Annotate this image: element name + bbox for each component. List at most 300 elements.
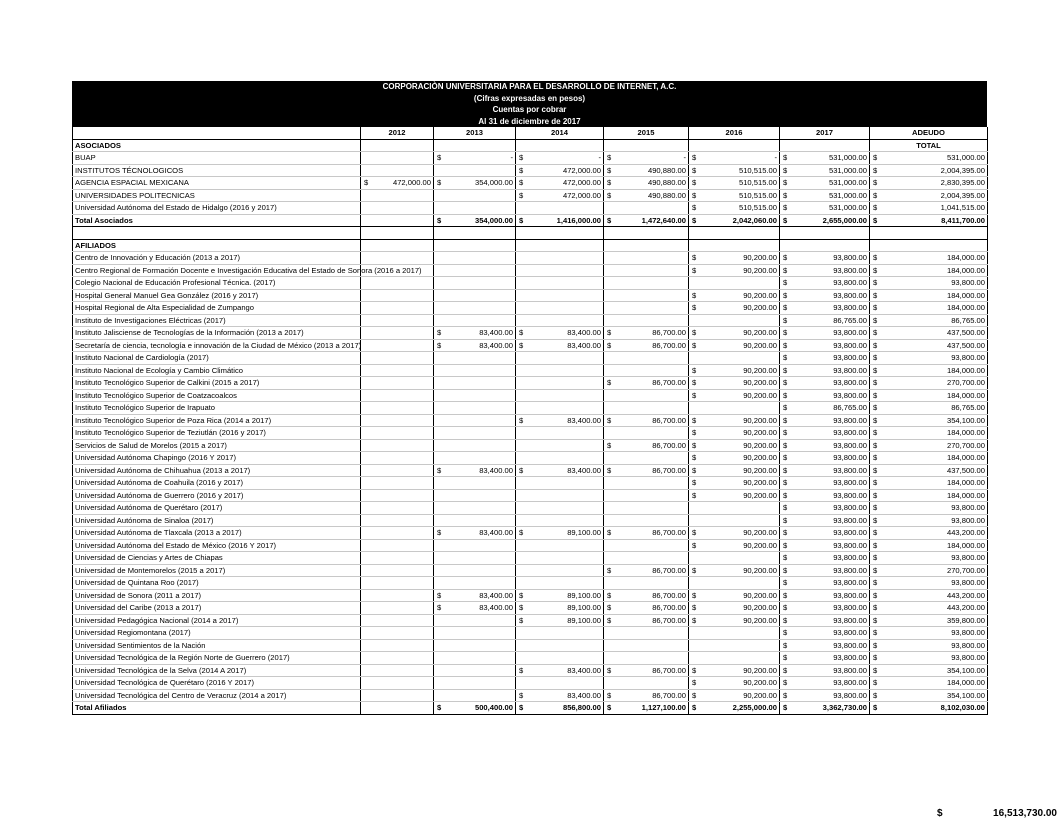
amount-cell bbox=[604, 652, 689, 665]
amount bbox=[606, 665, 686, 676]
amount-value: 354,100.00 bbox=[946, 415, 985, 425]
amount bbox=[691, 177, 777, 188]
amount-cell bbox=[689, 589, 780, 602]
empty-cell bbox=[689, 139, 780, 152]
row-label bbox=[73, 539, 361, 552]
amount-cell bbox=[689, 277, 780, 290]
amount-cell bbox=[516, 327, 604, 340]
amount-value: 93,800.00 bbox=[951, 553, 985, 563]
amount-cell bbox=[361, 702, 434, 715]
amount bbox=[872, 202, 985, 213]
amount-cell bbox=[434, 389, 516, 402]
amount-cell bbox=[516, 352, 604, 365]
empty-cell bbox=[73, 227, 361, 240]
amount-cell bbox=[870, 627, 988, 640]
amount-cell bbox=[516, 702, 604, 715]
amount-cell bbox=[780, 264, 870, 277]
row-label-text: Instituto Tecnológico Superior de Poza Rica (2014 a 2017) bbox=[75, 415, 272, 425]
amount-cell bbox=[870, 289, 988, 302]
amount bbox=[782, 177, 867, 188]
currency-sign: $ bbox=[692, 428, 697, 438]
amount bbox=[691, 440, 777, 451]
grand-total-currency: $ bbox=[937, 808, 943, 819]
amount-cell bbox=[516, 564, 604, 577]
currency-sign: $ bbox=[607, 165, 612, 175]
row-label-text: Universidad Sentimientos de la Nación bbox=[75, 640, 206, 650]
amount-cell bbox=[361, 677, 434, 690]
amount-cell bbox=[870, 177, 988, 190]
currency-sign: $ bbox=[437, 703, 442, 713]
amount-value: 93,800.00 bbox=[833, 628, 867, 638]
amount bbox=[782, 540, 867, 551]
amount-cell bbox=[780, 677, 870, 690]
amount-cell bbox=[689, 152, 780, 165]
currency-sign: $ bbox=[607, 603, 612, 613]
amount bbox=[691, 327, 777, 338]
amount-cell bbox=[870, 389, 988, 402]
table-row bbox=[73, 627, 988, 640]
amount-cell bbox=[870, 564, 988, 577]
amount-cell bbox=[434, 614, 516, 627]
amount bbox=[691, 527, 777, 538]
currency-sign: $ bbox=[692, 365, 697, 375]
amount bbox=[691, 302, 777, 313]
row-label bbox=[73, 339, 361, 352]
row-label bbox=[73, 177, 361, 190]
amount-cell bbox=[870, 427, 988, 440]
amount bbox=[872, 465, 985, 476]
currency-sign: $ bbox=[783, 703, 788, 713]
empty-cell bbox=[434, 139, 516, 152]
amount-value: 93,800.00 bbox=[951, 628, 985, 638]
amount bbox=[872, 377, 985, 388]
row-label bbox=[73, 527, 361, 540]
amount bbox=[436, 340, 513, 351]
amount-cell bbox=[516, 464, 604, 477]
currency-sign: $ bbox=[607, 665, 612, 675]
amount-cell bbox=[361, 577, 434, 590]
amount bbox=[782, 265, 867, 276]
currency-sign: $ bbox=[873, 565, 878, 575]
amount bbox=[518, 465, 601, 476]
table-row bbox=[73, 277, 988, 290]
table-row bbox=[73, 602, 988, 615]
currency-sign: $ bbox=[783, 628, 788, 638]
table-row bbox=[73, 189, 988, 202]
amount-cell bbox=[604, 602, 689, 615]
currency-sign: $ bbox=[607, 153, 612, 163]
currency-sign: $ bbox=[873, 153, 878, 163]
currency-sign: $ bbox=[519, 215, 524, 225]
row-label-text: Universidad Autónoma de Guerrero (2016 y 2017) bbox=[75, 490, 244, 500]
row-label bbox=[73, 352, 361, 365]
row-label-text: Colegio Nacional de Educación Profesional Técnica. (2017) bbox=[75, 278, 276, 288]
amount-value: 184,000.00 bbox=[946, 253, 985, 263]
amount bbox=[872, 477, 985, 488]
amount bbox=[872, 402, 985, 413]
amount-cell bbox=[516, 377, 604, 390]
table-row bbox=[73, 389, 988, 402]
cell-text: 2013 bbox=[466, 128, 483, 138]
amount-cell bbox=[516, 552, 604, 565]
row-label bbox=[73, 564, 361, 577]
spacer-row bbox=[73, 227, 988, 240]
currency-sign: $ bbox=[692, 590, 697, 600]
section-title bbox=[73, 139, 361, 152]
amount bbox=[606, 340, 686, 351]
currency-sign: $ bbox=[873, 365, 878, 375]
section-title-text: ASOCIADOS bbox=[75, 140, 121, 150]
currency-sign: $ bbox=[519, 153, 524, 163]
amount-cell bbox=[689, 602, 780, 615]
currency-sign: $ bbox=[519, 703, 524, 713]
report-title: Cuentas por cobrar bbox=[492, 105, 567, 114]
amount-cell bbox=[361, 477, 434, 490]
currency-sign: $ bbox=[519, 665, 524, 675]
currency-sign: $ bbox=[873, 428, 878, 438]
amount-cell bbox=[361, 627, 434, 640]
currency-sign: $ bbox=[783, 365, 788, 375]
amount-cell bbox=[434, 402, 516, 415]
amount bbox=[782, 477, 867, 488]
amount-cell bbox=[870, 514, 988, 527]
amount bbox=[691, 265, 777, 276]
amount-cell bbox=[780, 214, 870, 227]
amount-value: 90,200.00 bbox=[743, 303, 777, 313]
amount bbox=[691, 677, 777, 688]
amount bbox=[691, 340, 777, 351]
amount bbox=[691, 565, 777, 576]
currency-sign: $ bbox=[783, 265, 788, 275]
amount-cell bbox=[604, 152, 689, 165]
amount-value: 93,800.00 bbox=[833, 665, 867, 675]
amount-cell bbox=[516, 214, 604, 227]
currency-sign: $ bbox=[692, 265, 697, 275]
currency-sign: $ bbox=[783, 215, 788, 225]
amount-value: 93,800.00 bbox=[833, 328, 867, 338]
total-header bbox=[870, 239, 988, 252]
amount-value: 354,100.00 bbox=[946, 665, 985, 675]
amount-cell bbox=[689, 514, 780, 527]
amount-value: 90,200.00 bbox=[743, 528, 777, 538]
amount-value: 490,880.00 bbox=[647, 190, 686, 200]
amount-cell bbox=[870, 702, 988, 715]
amount-cell bbox=[870, 339, 988, 352]
amount bbox=[691, 477, 777, 488]
amount-cell bbox=[434, 539, 516, 552]
amount-value: 1,472,640.00 bbox=[641, 215, 686, 225]
table-row bbox=[73, 552, 988, 565]
row-label bbox=[73, 577, 361, 590]
amount-value: 93,800.00 bbox=[833, 603, 867, 613]
amount-value: 184,000.00 bbox=[946, 678, 985, 688]
amount-cell bbox=[604, 252, 689, 265]
amount bbox=[782, 515, 867, 526]
amount-value: 89,100.00 bbox=[567, 603, 601, 613]
amount-cell bbox=[689, 164, 780, 177]
table-row bbox=[73, 377, 988, 390]
amount-value: 93,800.00 bbox=[833, 478, 867, 488]
cell-text: 2014 bbox=[551, 128, 568, 138]
amount bbox=[518, 190, 601, 201]
row-label bbox=[73, 514, 361, 527]
amount-cell bbox=[604, 202, 689, 215]
amount-value: 89,100.00 bbox=[567, 528, 601, 538]
currency-sign: $ bbox=[692, 390, 697, 400]
amount-cell bbox=[434, 427, 516, 440]
amount-value: 93,800.00 bbox=[833, 303, 867, 313]
amount-cell bbox=[780, 439, 870, 452]
amount bbox=[691, 615, 777, 626]
currency-sign: $ bbox=[873, 490, 878, 500]
currency-sign: $ bbox=[873, 378, 878, 388]
amount-cell bbox=[870, 314, 988, 327]
table-row bbox=[73, 614, 988, 627]
currency-sign: $ bbox=[783, 340, 788, 350]
table-row bbox=[73, 339, 988, 352]
table-row bbox=[73, 677, 988, 690]
empty-cell bbox=[604, 227, 689, 240]
section-total-row bbox=[73, 702, 988, 715]
amount-cell bbox=[780, 252, 870, 265]
amount bbox=[872, 540, 985, 551]
amount bbox=[518, 177, 601, 188]
amount-cell bbox=[434, 327, 516, 340]
amount-cell bbox=[434, 189, 516, 202]
section-header-row bbox=[73, 139, 988, 152]
row-label bbox=[73, 289, 361, 302]
currency-sign: $ bbox=[873, 265, 878, 275]
amount-value: 90,200.00 bbox=[743, 290, 777, 300]
amount-cell bbox=[870, 489, 988, 502]
amount bbox=[691, 377, 777, 388]
row-label-text: BUAP bbox=[75, 153, 96, 163]
amount bbox=[436, 327, 513, 338]
amount bbox=[872, 215, 985, 226]
row-label bbox=[73, 402, 361, 415]
amount bbox=[872, 452, 985, 463]
amount bbox=[782, 315, 867, 326]
amount-cell bbox=[604, 414, 689, 427]
currency-sign: $ bbox=[692, 290, 697, 300]
report-header bbox=[72, 81, 987, 127]
currency-sign: $ bbox=[783, 553, 788, 563]
amount-cell bbox=[516, 302, 604, 315]
amount-cell bbox=[870, 364, 988, 377]
amount-value: 443,200.00 bbox=[946, 603, 985, 613]
table-row bbox=[73, 539, 988, 552]
amount-cell bbox=[516, 152, 604, 165]
currency-sign: $ bbox=[692, 165, 697, 175]
row-label-text: Instituto Tecnológico Superior de Irapuato bbox=[75, 403, 216, 413]
amount-cell bbox=[516, 627, 604, 640]
amount bbox=[782, 652, 867, 663]
currency-sign: $ bbox=[692, 203, 697, 213]
amount-cell bbox=[604, 539, 689, 552]
amount-value: 89,100.00 bbox=[567, 615, 601, 625]
currency-sign: $ bbox=[783, 415, 788, 425]
amount bbox=[606, 177, 686, 188]
currency-sign: $ bbox=[692, 665, 697, 675]
amount-cell bbox=[870, 689, 988, 702]
amount bbox=[691, 202, 777, 213]
amount-cell bbox=[361, 552, 434, 565]
amount-cell bbox=[361, 302, 434, 315]
amount-value: 93,800.00 bbox=[951, 653, 985, 663]
amount-value: 8,411,700.00 bbox=[941, 215, 985, 225]
currency-sign: $ bbox=[692, 528, 697, 538]
amount-cell bbox=[870, 189, 988, 202]
amount-value: 270,700.00 bbox=[946, 440, 985, 450]
amount-value: 93,800.00 bbox=[833, 503, 867, 513]
amount-cell bbox=[870, 614, 988, 627]
amount-cell bbox=[780, 189, 870, 202]
currency-sign: $ bbox=[783, 665, 788, 675]
amount-value: 90,200.00 bbox=[743, 440, 777, 450]
amount bbox=[782, 552, 867, 563]
amount-cell bbox=[870, 439, 988, 452]
currency-sign: $ bbox=[692, 253, 697, 263]
amount-cell bbox=[689, 327, 780, 340]
amount-value: 531,000.00 bbox=[946, 153, 985, 163]
amount-cell bbox=[604, 427, 689, 440]
amount-cell bbox=[689, 314, 780, 327]
currency-sign: $ bbox=[692, 190, 697, 200]
table-row bbox=[73, 652, 988, 665]
currency-sign: $ bbox=[783, 303, 788, 313]
currency-sign: $ bbox=[783, 540, 788, 550]
amount-value: 86,700.00 bbox=[652, 590, 686, 600]
amount-value: 83,400.00 bbox=[567, 690, 601, 700]
amount bbox=[606, 590, 686, 601]
amount-cell bbox=[689, 627, 780, 640]
amount-value: 83,400.00 bbox=[479, 528, 513, 538]
amount-cell bbox=[689, 477, 780, 490]
amount-cell bbox=[604, 627, 689, 640]
amount-cell bbox=[780, 289, 870, 302]
amount-value: 184,000.00 bbox=[946, 290, 985, 300]
amount bbox=[782, 377, 867, 388]
amount-value: 443,200.00 bbox=[946, 528, 985, 538]
amount-value: 93,800.00 bbox=[833, 615, 867, 625]
amount-value: 86,765.00 bbox=[951, 403, 985, 413]
currency-sign: $ bbox=[873, 703, 878, 713]
amount bbox=[606, 565, 686, 576]
total-header bbox=[870, 139, 988, 152]
table-row bbox=[73, 177, 988, 190]
currency-sign: $ bbox=[783, 478, 788, 488]
currency-sign: $ bbox=[437, 590, 442, 600]
amount bbox=[872, 290, 985, 301]
row-label bbox=[73, 439, 361, 452]
amount bbox=[691, 602, 777, 613]
amount bbox=[691, 665, 777, 676]
row-label-text: Universidad Autónoma de Querétaro (2017) bbox=[75, 503, 223, 513]
currency-sign: $ bbox=[607, 690, 612, 700]
amount bbox=[518, 527, 601, 538]
currency-sign: $ bbox=[873, 515, 878, 525]
row-label-text: Universidad Autónoma de Coahuila (2016 y 2017) bbox=[75, 478, 244, 488]
amount-value: - bbox=[774, 153, 777, 163]
amount-cell bbox=[434, 302, 516, 315]
row-label-text: INSTITUTOS TÉCNOLOGICOS bbox=[75, 165, 184, 175]
currency-sign: $ bbox=[692, 565, 697, 575]
currency-sign: $ bbox=[437, 215, 442, 225]
amount-value: 510,515.00 bbox=[738, 178, 777, 188]
row-label bbox=[73, 477, 361, 490]
currency-sign: $ bbox=[783, 253, 788, 263]
amount-value: 184,000.00 bbox=[946, 265, 985, 275]
row-label bbox=[73, 614, 361, 627]
amount-cell bbox=[361, 664, 434, 677]
amount-value: 93,800.00 bbox=[951, 578, 985, 588]
row-label-text: Servicios de Salud de Morelos (2015 a 2017) bbox=[75, 440, 227, 450]
currency-sign: $ bbox=[873, 203, 878, 213]
amount-cell bbox=[604, 189, 689, 202]
amount-cell bbox=[434, 214, 516, 227]
amount-cell bbox=[361, 489, 434, 502]
table-row bbox=[73, 514, 988, 527]
amount-cell bbox=[604, 677, 689, 690]
amount-cell bbox=[604, 452, 689, 465]
amount-cell bbox=[780, 427, 870, 440]
currency-note: (Cifras expresadas en pesos) bbox=[473, 93, 586, 103]
amount bbox=[872, 390, 985, 401]
currency-sign: $ bbox=[783, 653, 788, 663]
row-label-text: Instituto Nacional de Ecología y Cambio Climático bbox=[75, 365, 243, 375]
amount-cell bbox=[780, 639, 870, 652]
receivables-table bbox=[72, 127, 988, 715]
currency-sign: $ bbox=[873, 690, 878, 700]
amount-value: 93,800.00 bbox=[833, 265, 867, 275]
amount-value: 93,800.00 bbox=[833, 640, 867, 650]
amount-value: 86,700.00 bbox=[652, 603, 686, 613]
amount-value: 184,000.00 bbox=[946, 428, 985, 438]
amount-cell bbox=[361, 152, 434, 165]
row-label bbox=[73, 602, 361, 615]
row-label-text: Universidad Autónoma de Sinaloa (2017) bbox=[75, 515, 214, 525]
amount-cell bbox=[516, 452, 604, 465]
amount-value: 93,800.00 bbox=[833, 553, 867, 563]
amount-value: 90,200.00 bbox=[743, 478, 777, 488]
amount-value: 354,000.00 bbox=[474, 178, 513, 188]
column-header-row bbox=[73, 127, 988, 139]
amount bbox=[872, 427, 985, 438]
amount bbox=[691, 152, 777, 163]
amount-cell bbox=[689, 389, 780, 402]
row-label-text: Universidad Pedagógica Nacional (2014 a 2017) bbox=[75, 615, 239, 625]
amount-cell bbox=[516, 527, 604, 540]
amount bbox=[691, 465, 777, 476]
amount-cell bbox=[434, 202, 516, 215]
amount-value: 86,700.00 bbox=[652, 465, 686, 475]
row-label bbox=[73, 414, 361, 427]
amount-cell bbox=[870, 539, 988, 552]
amount-value: 90,200.00 bbox=[743, 490, 777, 500]
amount-cell bbox=[780, 602, 870, 615]
row-label bbox=[73, 589, 361, 602]
amount-value: 270,700.00 bbox=[946, 565, 985, 575]
amount-value: 531,000.00 bbox=[828, 178, 867, 188]
column-header bbox=[689, 127, 780, 139]
currency-sign: $ bbox=[783, 578, 788, 588]
currency-sign: $ bbox=[783, 153, 788, 163]
amount bbox=[782, 677, 867, 688]
amount-cell bbox=[361, 289, 434, 302]
amount-cell bbox=[434, 502, 516, 515]
amount-cell bbox=[689, 302, 780, 315]
empty-cell bbox=[604, 239, 689, 252]
